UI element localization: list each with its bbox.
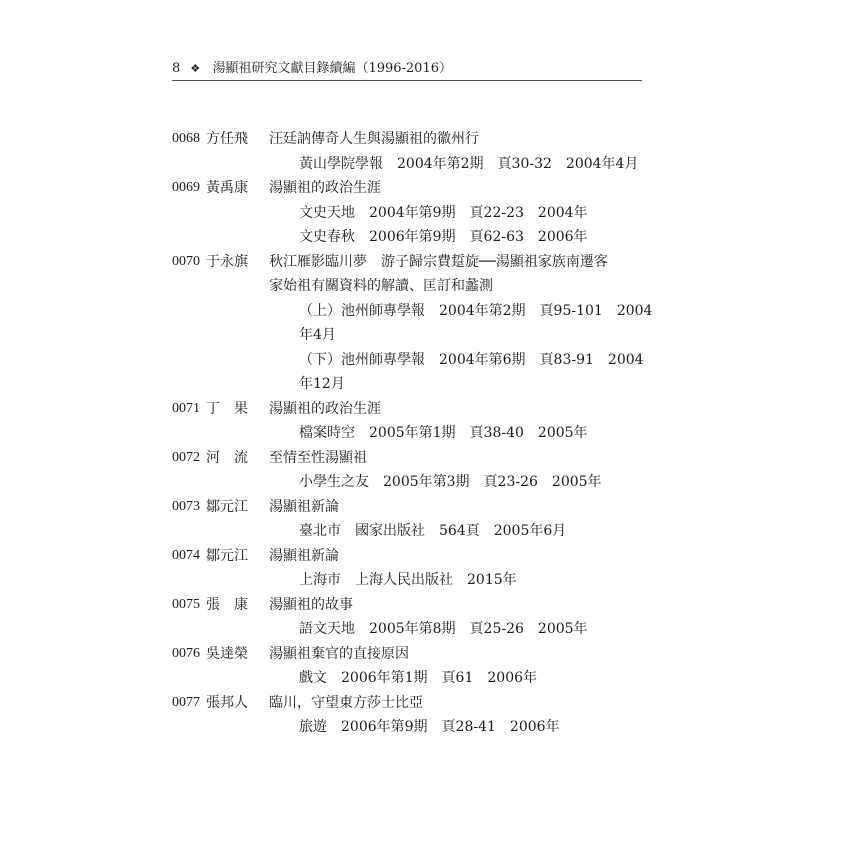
entry-title: 至情至性湯顯祖 <box>269 449 367 466</box>
pub-issue: 2005年第8期 <box>369 621 456 637</box>
pub-pages: 頁38-40 <box>469 425 524 441</box>
entry-publication <box>172 152 642 177</box>
entry-heading <box>172 397 642 422</box>
book-title: 湯顯祖研究文獻目錄續編（1996-2016） <box>212 61 452 76</box>
entry-number: 0074 <box>172 547 200 563</box>
entry-title: 湯顯祖新論 <box>269 498 339 515</box>
pub-publisher: 上海人民出版社 <box>355 572 453 588</box>
entry-heading <box>172 691 642 716</box>
pub-source: （下）池州師專學報 <box>299 351 425 368</box>
entry-title: 湯顯祖的政治生涯 <box>269 400 381 417</box>
entry-publication <box>172 201 642 226</box>
bibliography-list <box>172 127 653 740</box>
pub-publisher: 國家出版社 <box>355 523 425 539</box>
entry-number: 0077 <box>172 694 200 710</box>
pub-date: 2004年 <box>537 204 588 221</box>
entry-number: 0070 <box>172 253 200 269</box>
entry-number: 0073 <box>172 498 200 514</box>
pub-source: 小學生之友 <box>299 474 369 490</box>
pub-date-cont: 年12月 <box>299 376 345 392</box>
entry-title-continued <box>172 274 642 299</box>
entry-author: 鄒元江 <box>206 547 248 564</box>
entry-number: 0068 <box>172 131 200 146</box>
page-number: 8 <box>172 61 181 76</box>
entry-title: 臨川，守望東方莎士比亞 <box>269 694 423 711</box>
entry-publication-continued <box>172 323 642 348</box>
entry-author: 張 康 <box>206 596 248 613</box>
pub-date: 2004年4月 <box>565 155 639 172</box>
entry-publication <box>172 421 642 446</box>
pub-source: 文史春秋 <box>299 229 355 245</box>
pub-issue: 2004年第2期 <box>397 155 484 172</box>
entry-title: 湯顯祖棄官的直接原因 <box>269 645 409 662</box>
pub-source: 黃山學院學報 <box>299 155 383 172</box>
entry-heading <box>172 495 642 520</box>
pub-source: 旅遊 <box>299 719 327 735</box>
pub-pages: 頁28-41 <box>441 719 496 735</box>
entry-publication <box>172 666 642 691</box>
pub-date-cont: 年4月 <box>299 327 336 343</box>
entry-author: 于永旗 <box>206 253 248 270</box>
entry-title: 秋江雁影臨川夢 游子歸宗費踅旋──湯顯祖家族南遷客 <box>269 253 608 270</box>
entry-title: 汪廷訥傳奇人生與湯顯祖的徽州行 <box>269 131 479 147</box>
pub-date: 2006年 <box>487 670 538 686</box>
pub-pages: 頁23-26 <box>483 474 538 490</box>
pub-source: 文史天地 <box>299 204 355 221</box>
pub-source: 語文天地 <box>299 621 355 637</box>
entry-publication <box>172 225 642 250</box>
entry-title-cont: 家始祖有關資料的解讀、匡訂和蠡測 <box>269 278 493 294</box>
pub-pages: 頁95-101 <box>539 302 603 319</box>
entry-author: 丁 果 <box>206 400 248 417</box>
pub-issue: 2006年第9期 <box>341 719 428 735</box>
pub-place: 上海市 <box>299 572 341 588</box>
pub-date: 2005年 <box>551 474 602 490</box>
entry-publication <box>172 299 653 324</box>
entry-heading <box>172 642 642 667</box>
pub-pages: 頁62-63 <box>469 229 524 245</box>
pub-date: 2004 <box>607 351 644 368</box>
entry-publication <box>172 348 642 373</box>
pub-source: （上）池州師專學報 <box>299 302 425 319</box>
entry-author: 吳達榮 <box>206 645 248 662</box>
pub-date: 2005年 <box>537 621 588 637</box>
entry-title: 湯顯祖的政治生涯 <box>269 180 381 196</box>
pub-date: 2015年 <box>467 572 517 588</box>
pub-date: 2004 <box>616 302 653 319</box>
entry-publication <box>172 715 642 740</box>
pub-source: 戲文 <box>299 670 327 686</box>
pub-issue: 2004年第9期 <box>369 204 456 221</box>
pub-date: 2005年6月 <box>493 523 567 539</box>
ornament-icon: ❖ <box>190 62 201 75</box>
pub-pages: 頁61 <box>441 670 474 686</box>
pub-place: 臺北市 <box>299 523 341 539</box>
entry-heading <box>172 446 642 471</box>
entry-author: 方任飛 <box>206 131 248 147</box>
entry-heading <box>172 593 642 618</box>
running-head <box>172 60 642 78</box>
pub-pages: 頁25-26 <box>469 621 524 637</box>
pub-pages: 頁22-23 <box>469 204 524 221</box>
pub-pages: 564頁 <box>439 523 480 539</box>
entry-title: 湯顯祖的故事 <box>269 596 353 613</box>
entry-heading <box>172 250 642 275</box>
pub-pages: 頁83-91 <box>539 351 594 368</box>
entry-number: 0069 <box>172 180 200 195</box>
entry-number: 0071 <box>172 400 200 416</box>
entry-author: 鄒元江 <box>206 498 248 515</box>
pub-date: 2006年 <box>537 229 588 245</box>
pub-issue: 2005年第3期 <box>383 474 470 490</box>
entry-number: 0075 <box>172 596 200 612</box>
pub-issue: 2004年第2期 <box>439 302 526 319</box>
entry-heading <box>172 544 642 569</box>
entry-author: 張邦人 <box>206 694 248 711</box>
pub-source: 檔案時空 <box>299 425 355 441</box>
entry-number: 0076 <box>172 645 200 661</box>
pub-issue: 2006年第1期 <box>341 670 428 686</box>
entry-number: 0072 <box>172 449 200 465</box>
pub-date: 2005年 <box>537 425 588 441</box>
pub-issue: 2006年第9期 <box>369 229 456 245</box>
entry-title: 湯顯祖新論 <box>269 547 339 564</box>
entry-publication <box>172 617 642 642</box>
pub-issue: 2004年第6期 <box>439 351 526 368</box>
pub-issue: 2005年第1期 <box>369 425 456 441</box>
entry-publication <box>172 568 642 593</box>
entry-author: 河 流 <box>206 449 248 466</box>
header-rule <box>172 80 642 81</box>
pub-pages: 頁30-32 <box>497 155 552 172</box>
entry-publication <box>172 519 642 544</box>
entry-publication-continued <box>172 372 642 397</box>
entry-heading <box>172 176 642 201</box>
entry-heading <box>172 127 642 152</box>
entry-author: 黃禹康 <box>206 180 248 196</box>
entry-publication <box>172 470 642 495</box>
pub-date: 2006年 <box>509 719 560 735</box>
